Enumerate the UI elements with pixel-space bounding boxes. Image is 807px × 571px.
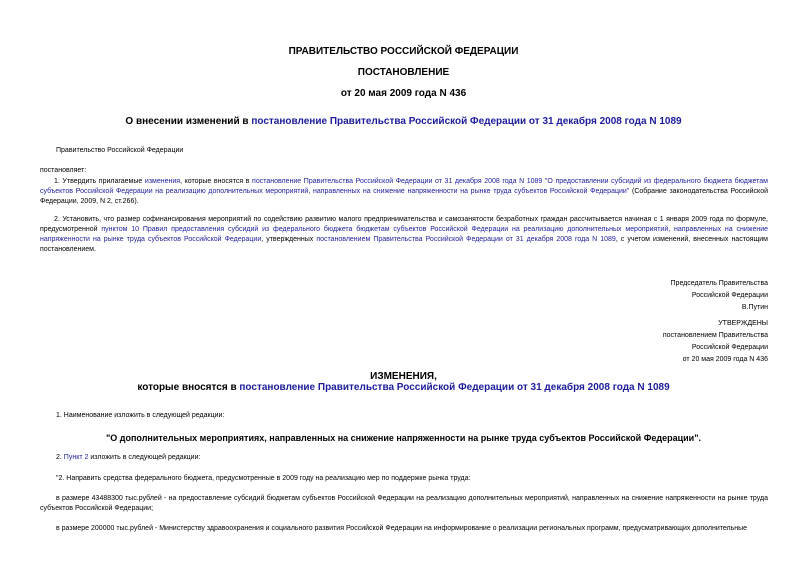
signature-name: В.Путин: [741, 304, 768, 311]
changes-heading: ИЗМЕНЕНИЯ,: [370, 371, 437, 382]
changes-decree-link[interactable]: постановление Правительства Российской Федерации от 31 декабря 2008 года N 1089: [239, 382, 670, 393]
changes-sub-prefix: которые вносятся в: [137, 382, 240, 393]
issuer-text: Правительство Российской Федерации: [56, 147, 184, 154]
item2-prefix: 2.: [56, 454, 64, 461]
p2-text-a: 2. Установить, что размер софинансирования мероприятий по содействию развитию малого предпринимательства и самозанятости безработных граждан рассчитывается начиная с 1 января 2009 года по формуле, предусмотренной: [40, 216, 768, 233]
title-decree-link[interactable]: постановление Правительства Российской Федерации от 31 декабря 2008 года N 1089: [251, 116, 682, 127]
change-item-2: [56, 453, 200, 463]
approved-line-4: от 20 мая 2009 года N 436: [682, 356, 768, 363]
p2-rules-link[interactable]: пунктом 10 Правил предоставления субсидий из федерального бюджета бюджетам субъектов Российской Федерации на реализацию дополнительных мероприятий, направленных на снижение напряженности на рынке труда субъектов Российской Федерации: [40, 226, 769, 243]
p2-text-b: , утвержденных: [261, 236, 317, 243]
amount-paragraph-2: в размере 200000 тыс.рублей - Министерству здравоохранения и социального развития Российской Федерации на информирование о реализации региональных программ, предусматривающих дополнительные: [56, 525, 748, 532]
document-type: ПОСТАНОВЛЕНИЕ: [357, 67, 450, 78]
item2-suffix: изложить в следующей редакции:: [88, 454, 201, 461]
paragraph-1: [40, 177, 768, 207]
p2-decree-link[interactable]: постановлением Правительства Российской Федерации от 31 декабря 2008 года N 1089: [316, 236, 616, 243]
approved-block: [560, 318, 768, 366]
signature-line-1: Председатель Правительства: [670, 280, 768, 287]
new-title-quote: "О дополнительных мероприятиях, направленных на снижение напряженности на рынке труда субъектов Российской Федерации".: [106, 433, 701, 443]
amount-paragraph-1: в размере 43488300 тыс.рублей - на предоставление субсидий бюджетам субъектов Российской Федерации на реализацию дополнительных мероприятий, направленных на снижение напряженности на рынке труда субъектов Российской Федерации;: [40, 495, 768, 512]
change-item-2-text: "2. Направить средства федерального бюджета, предусмотренные в 2009 году на реализацию мер по поддержке рынка труда:: [56, 475, 471, 482]
p1-decree-link[interactable]: постановление Правительства Российской Федерации от 31 декабря 2008 года N 1089 "О предоставлении субсидий из федерального бюджета бюджетам субъектов Российской Федерации на реализацию дополнительных мероприятий, направленных на снижение напряженности на рынке труда субъектов Российской Федерации": [40, 178, 768, 195]
p2-text-c: , с учетом изменений, внесенных настоящим постановлением.: [40, 236, 768, 253]
changes-subheading: [0, 382, 807, 394]
approved-line-3: Российской Федерации: [691, 344, 768, 351]
approved-line-1: УТВЕРЖДЕНЫ: [718, 320, 768, 327]
signature-block: [560, 278, 768, 314]
paragraph-2: [40, 215, 768, 255]
p1-changes-link[interactable]: изменения: [144, 178, 181, 185]
approved-line-2: постановлением Правительства: [662, 332, 768, 339]
decides-text: постановляет:: [40, 167, 87, 174]
government-title: ПРАВИТЕЛЬСТВО РОССИЙСКОЙ ФЕДЕРАЦИИ: [288, 46, 519, 57]
item2-point-link[interactable]: Пункт 2: [63, 454, 89, 461]
document-date-number: от 20 мая 2009 года N 436: [340, 88, 467, 99]
signature-line-2: Российской Федерации: [691, 292, 768, 299]
document-title: [0, 116, 807, 128]
change-item-1: 1. Наименование изложить в следующей редакции:: [56, 412, 225, 419]
document-title-prefix: О внесении изменений в: [125, 116, 252, 127]
p1-text-a: 1. Утвердить прилагаемые: [54, 178, 145, 185]
p1-text-b: , которые вносятся в: [180, 178, 253, 185]
p1-text-c: (Собрание законодательства Российской Федерации, 2009, N 2, ст.266).: [40, 188, 768, 205]
